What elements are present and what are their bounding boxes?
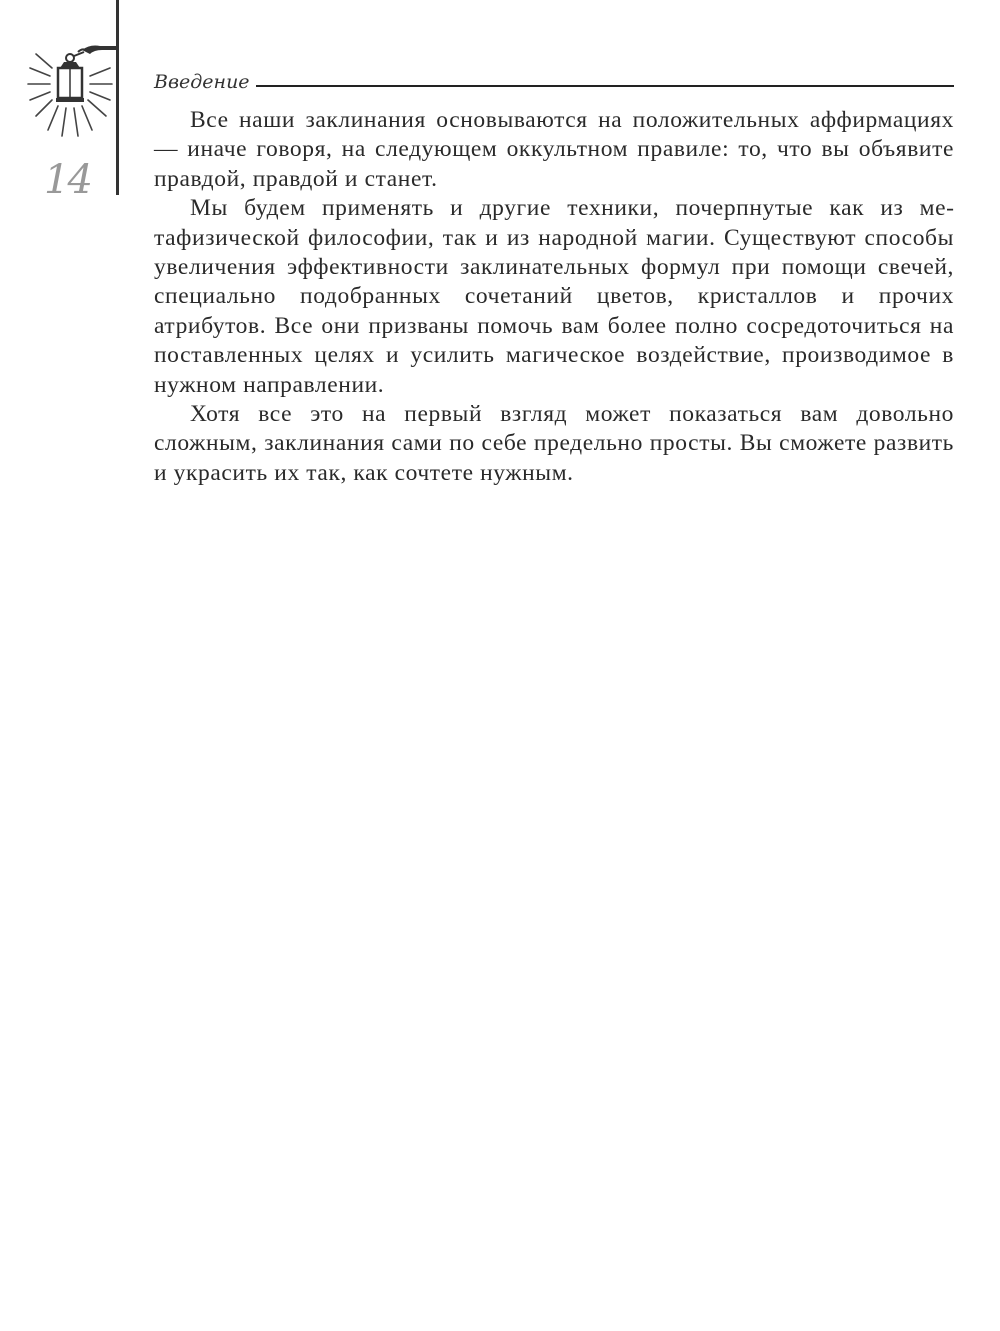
running-head [154, 66, 954, 96]
paragraph: Все наши заклинания основываются на положительных аффирмациях — иначе говоря, на следующем оккультном правиле: то, что вы объявите правдой, правдой и станет. [154, 107, 954, 192]
running-head-label: Введение [154, 71, 250, 93]
page-number: 14 [44, 157, 91, 203]
body-text [154, 106, 954, 488]
running-head-rule [256, 85, 954, 87]
paragraph: Хотя все это на первый взгляд может показаться вам довольно сложным, заклинания сами по себе предельно просты. Вы сможете развить и украсить их так, как сочтете нужным. [154, 401, 954, 486]
lantern-icon [20, 38, 120, 148]
paragraph: Мы будем применять и другие техники, почерпнутые как из метафизической философии, так и из народной магии. Существуют способы увеличения эффективности заклинательных формул при помощи свечей, специально подобранных сочетаний цветов, кристаллов и прочих атрибутов. Все они призваны помочь вам более полно сосредоточиться на поставленных целях и усилить магическое воздействие, производимое в нужном направлении. [154, 195, 954, 398]
